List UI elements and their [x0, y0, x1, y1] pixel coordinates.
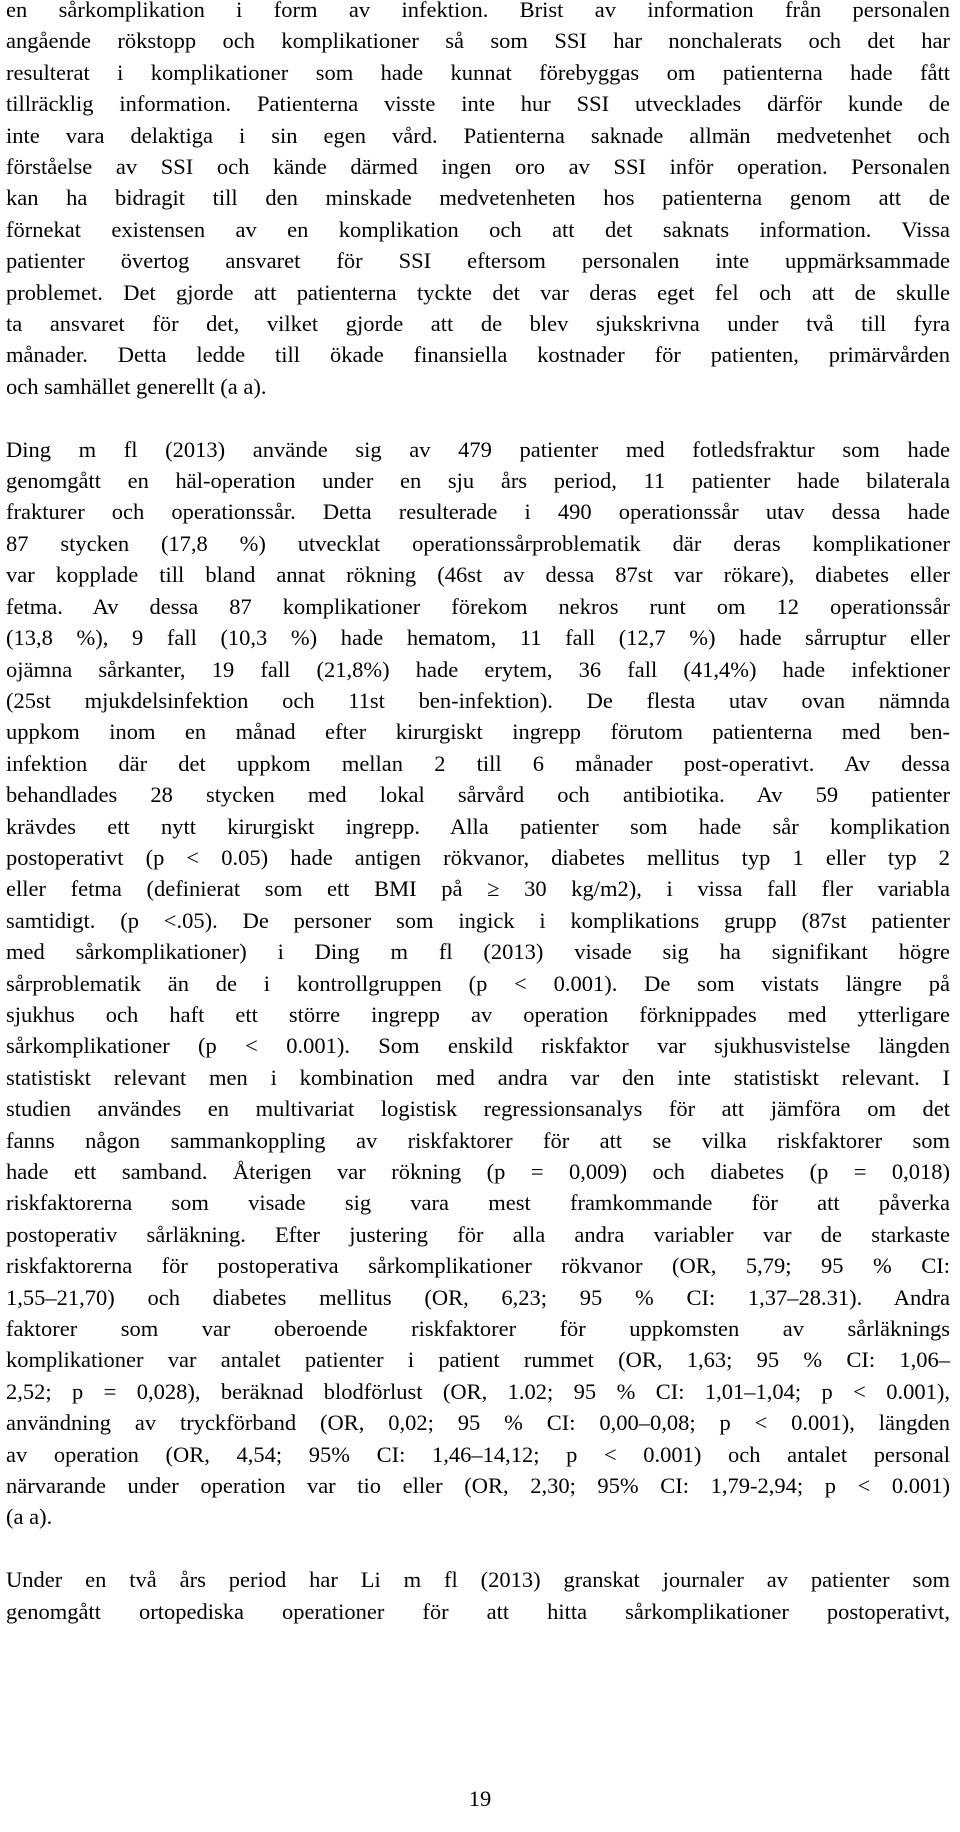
text-line: faktorer som var oberoende riskfaktorer för uppkomsten av sårläknings — [6, 1316, 950, 1342]
text-line: problemet. Det gjorde att patienterna tyckte det var deras eget fel och att de skulle — [6, 279, 950, 305]
text-line: förståelse av SSI och kände därmed ingen oro av SSI inför operation. Personalen — [6, 154, 950, 180]
text-line: sårkomplikationer (p < 0.001). Som enskild riskfaktor var sjukhusvistelse längden — [6, 1033, 950, 1059]
text-line: angående rökstopp och komplikationer så som SSI har nonchalerats och det har — [6, 28, 950, 54]
text-line: fetma. Av dessa 87 komplikationer förekom nekros runt om 12 operationssår — [6, 593, 950, 619]
text-line: sårproblematik än de i kontrollgruppen (p < 0.001). De som vistats längre på — [6, 970, 950, 996]
text-line: genomgått en häl-operation under en sju års period, 11 patienter hade bilaterala — [6, 468, 950, 494]
text-line: ta ansvaret för det, vilket gjorde att de blev sjukskrivna under två till fyra — [6, 311, 950, 337]
text-line: uppkom inom en månad efter kirurgiskt ingrepp förutom patienterna med ben- — [6, 719, 950, 745]
page-number: 19 — [468, 1786, 492, 1811]
text-line: eller fetma (definierat som ett BMI på ≥ 30 kg/m2), i vissa fall fler variabla — [6, 876, 950, 902]
text-line: förnekat existensen av en komplikation och att det saknats information. Vissa — [6, 216, 950, 242]
paragraph-1 — [6, 0, 950, 402]
text-line: genomgått ortopediska operationer för att hitta sårkomplikationer postoperativt, — [6, 1598, 950, 1624]
text-line: användning av tryckförband (OR, 0,02; 95 % CI: 0,00–0,08; p < 0.001), längden — [6, 1410, 950, 1436]
text-line: hade ett samband. Återigen var rökning (p = 0,009) och diabetes (p = 0,018) — [6, 1159, 950, 1185]
text-line: behandlades 28 stycken med lokal sårvård och antibiotika. Av 59 patienter — [6, 782, 950, 808]
text-line: 87 stycken (17,8 %) utvecklat operationssårproblematik där deras komplikationer — [6, 530, 950, 556]
text-line: månader. Detta ledde till ökade finansiella kostnader för patienten, primärvården — [6, 342, 950, 368]
text-line: var kopplade till bland annat rökning (46st av dessa 87st var rökare), diabetes eller — [6, 562, 950, 588]
text-line: Under en två års period har Li m fl (2013) granskat journaler av patienter som — [6, 1567, 950, 1593]
paragraph-spacer — [6, 1533, 950, 1564]
paragraph-2 — [6, 434, 950, 1533]
text-line: (25st mjukdelsinfektion och 11st ben-infektion). De flesta utav ovan nämnda — [6, 687, 950, 713]
text-line: infektion där det uppkom mellan 2 till 6 månader post-operativt. Av dessa — [6, 750, 950, 776]
paragraph-spacer — [6, 402, 950, 433]
text-line: och samhället generellt (a a). — [6, 373, 267, 399]
text-line: patienter övertog ansvaret för SSI eftersom personalen inte uppmärksammade — [6, 248, 950, 274]
text-line: komplikationer var antalet patienter i patient rummet (OR, 1,63; 95 % CI: 1,06– — [6, 1347, 950, 1373]
text-line: riskfaktorerna som visade sig vara mest framkommande för att påverka — [6, 1190, 950, 1216]
text-line: frakturer och operationssår. Detta resulterade i 490 operationssår utav dessa hade — [6, 499, 950, 525]
text-line: med sårkomplikationer) i Ding m fl (2013) visade sig ha signifikant högre — [6, 939, 950, 965]
text-line: 1,55–21,70) och diabetes mellitus (OR, 6,23; 95 % CI: 1,37–28.31). Andra — [6, 1284, 950, 1310]
text-line: riskfaktorerna för postoperativa sårkomplikationer rökvanor (OR, 5,79; 95 % CI: — [6, 1253, 950, 1279]
text-line: krävdes ett nytt kirurgiskt ingrepp. Alla patienter som hade sår komplikation — [6, 813, 950, 839]
text-line: fanns någon sammankoppling av riskfaktorer för att se vilka riskfaktorer som — [6, 1127, 950, 1153]
text-line: studien användes en multivariat logistisk regressionsanalys för att jämföra om det — [6, 1096, 950, 1122]
text-line: Ding m fl (2013) använde sig av 479 patienter med fotledsfraktur som hade — [6, 436, 950, 462]
text-line: (a a). — [6, 1504, 53, 1530]
text-line: ojämna sårkanter, 19 fall (21,8%) hade erytem, 36 fall (41,4%) hade infektioner — [6, 656, 950, 682]
text-line: närvarande under operation var tio eller (OR, 2,30; 95% CI: 1,79-2,94; p < 0.001) — [6, 1473, 950, 1499]
text-line: resulterat i komplikationer som hade kunnat förebyggas om patienterna hade fått — [6, 59, 950, 85]
text-line: kan ha bidragit till den minskade medvetenheten hos patienterna genom att de — [6, 185, 950, 211]
text-line: av operation (OR, 4,54; 95% CI: 1,46–14,12; p < 0.001) och antalet personal — [6, 1441, 950, 1467]
text-line: inte vara delaktiga i sin egen vård. Patienterna saknade allmän medvetenhet och — [6, 122, 950, 148]
text-line: statistiskt relevant men i kombination med andra var den inte statistiskt relevant. I — [6, 1064, 950, 1090]
text-line: tillräcklig information. Patienterna visste inte hur SSI utvecklades därför kunde de — [6, 91, 950, 117]
text-line: postoperativt (p < 0.05) hade antigen rökvanor, diabetes mellitus typ 1 eller typ 2 — [6, 844, 950, 870]
text-line: (13,8 %), 9 fall (10,3 %) hade hematom, 11 fall (12,7 %) hade sårruptur eller — [6, 625, 950, 651]
paragraph-3 — [6, 1564, 950, 1627]
text-line: en sårkomplikation i form av infektion. Brist av information från personalen — [6, 0, 950, 22]
text-line: postoperativ sårläkning. Efter justering för alla andra variabler var de starkaste — [6, 1221, 950, 1247]
text-line: samtidigt. (p <.05). De personer som ingick i komplikations grupp (87st patienter — [6, 907, 950, 933]
text-line: 2,52; p = 0,028), beräknad blodförlust (OR, 1.02; 95 % CI: 1,01–1,04; p < 0.001), — [6, 1378, 950, 1404]
body-text — [6, 0, 950, 1627]
text-line: sjukhus och haft ett större ingrepp av operation förknippades med ytterligare — [6, 1001, 950, 1027]
